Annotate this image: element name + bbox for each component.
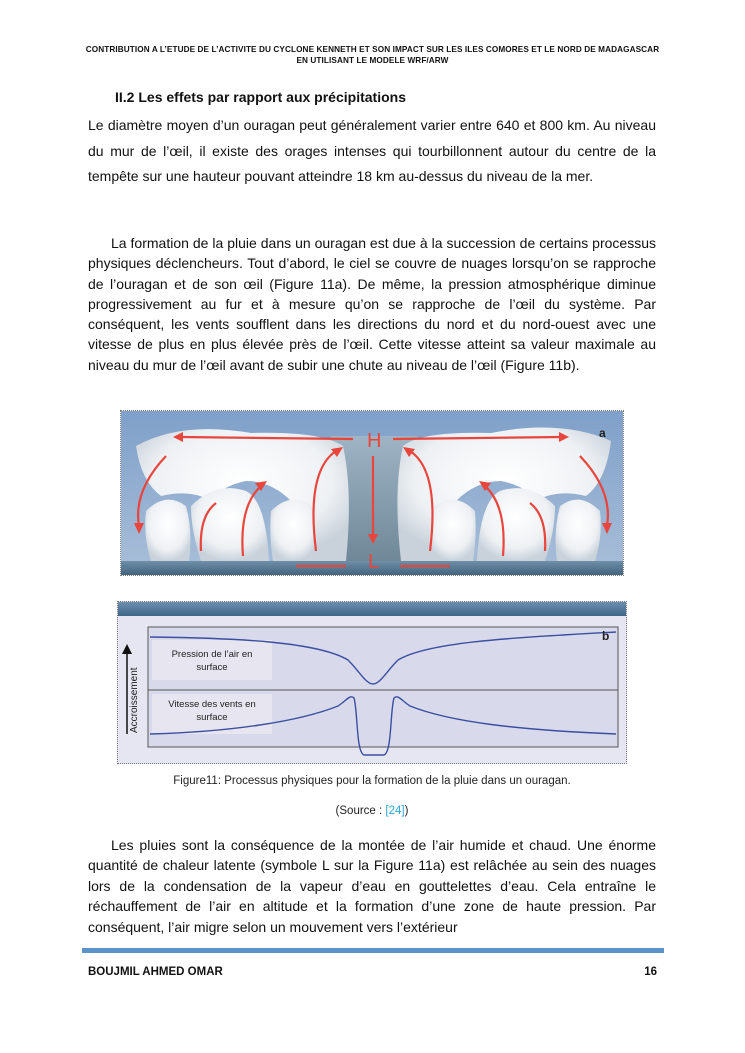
header-line-2: EN UTILISANT LE MODELE WRF/ARW (296, 56, 449, 65)
paragraph-3: Les pluies sont la conséquence de la montée de l’air humide et chaud. Une énorme quantité de chaleur latente (symbole L sur la Figure 11a) est relâchée au sein des nuages lors de la condensation de la vapeur d’eau en gouttelettes d’eau. Cela entraîne le réchauffement de l’air en altitude et la formation d’une zone de haute pression. Par conséquent, l’air migre selon un mouvement vers l’extérieur (88, 837, 656, 935)
latent-heat-symbol: L (368, 551, 380, 573)
sea-strip (118, 602, 627, 616)
page-number: 16 (644, 966, 657, 978)
footer-author: BOUJMIL AHMED OMAR (88, 966, 223, 978)
section-heading (115, 89, 406, 105)
source-prefix: (Source : (335, 805, 386, 817)
wind-label-line-1: Vitesse des vents en (168, 699, 256, 710)
panel-b-label: b (602, 629, 610, 643)
increase-axis-label: Accroissement (129, 667, 140, 733)
footer-divider (82, 948, 664, 953)
hurricane-cross-section-illustration (121, 411, 624, 576)
source-reference-link[interactable]: [24] (385, 805, 405, 817)
paragraph-2: La formation de la pluie dans un ouragan est due à la succession de certains processus physiques déclencheurs. Tout d’abord, le ciel se couvre de nuages lorsqu’on se rapproche de l’ouragan et de son œil (Figure 11a). De même, la pression atmosphérique diminue progressivement au fur et à mesure qu’on se rapproche de l’œil du système. Par conséquent, les vents soufflent dans les directions du nord et du nord-ouest avec une vitesse de plus en plus élevée près de l’œil. Cette vitesse atteint sa valeur maximale au niveau du mur de l’œil avant de subir une chute au niveau de l’œil (Figure 11b). (88, 235, 656, 373)
section-title: Les effets par rapport aux précipitations (138, 89, 406, 105)
source-suffix: ) (404, 805, 409, 817)
pressure-label-box (152, 640, 272, 680)
figure-11a (120, 410, 624, 576)
pressure-wind-profile-chart (118, 602, 627, 764)
running-header (70, 44, 675, 66)
figure-source (120, 805, 624, 817)
panel-a-label: a (599, 426, 606, 440)
wind-label-line-2: surface (196, 712, 228, 723)
pressure-label-line-1: Pression de l’air en (171, 649, 253, 660)
pressure-label-line-2: surface (196, 662, 228, 673)
figure-11b (117, 601, 627, 764)
high-pressure-symbol: H (367, 430, 382, 452)
section-number: II.2 (115, 89, 135, 105)
figure-caption: Figure11: Processus physiques pour la formation de la pluie dans un ouragan. (173, 775, 571, 787)
paragraph-1: Le diamètre moyen d’un ouragan peut généralement varier entre 640 et 800 km. Au niveau du mur de l’œil, il existe des orages intenses qui tourbillonnent autour du centre de la tempête sur une hauteur pouvant atteindre 18 km au-dessus du niveau de la mer. (88, 117, 656, 185)
header-line-1: CONTRIBUTION A L’ETUDE DE L’ACTIVITE DU CYCLONE KENNETH ET SON IMPACT SUR LES ILES COMORES ET LE NORD DE MADAGASCAR (85, 45, 660, 54)
increase-axis-arrowhead (122, 644, 132, 654)
